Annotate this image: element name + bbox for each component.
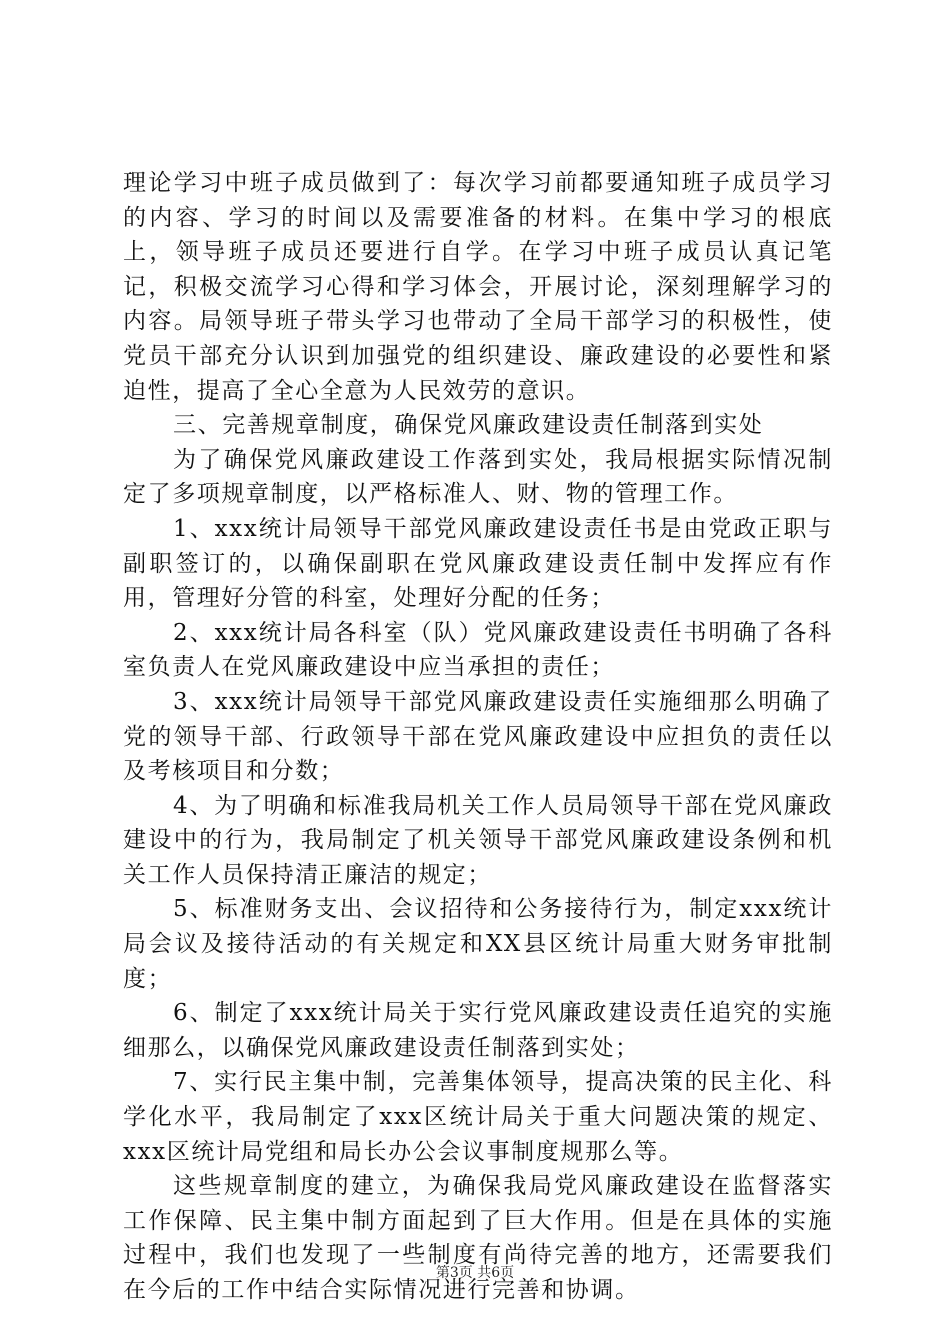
list-item-2: 2、xxx统计局各科室（队）党风廉政建设责任书明确了各科室负责人在党风廉政建设中应当承担的责任； — [123, 619, 833, 681]
list-item-5: 5、标准财务支出、会议招待和公务接待行为，制定xxx统计局会议及接待活动的有关规定和XX县区统计局重大财务审批制度； — [123, 896, 833, 992]
list-item-6: 6、制定了xxx统计局关于实行党风廉政建设责任追究的实施细那么，以确保党风廉政建设责任制落到实处； — [123, 1000, 833, 1061]
list-item-4: 4、为了明确和标准我局机关工作人员局领导干部在党风廉政建设中的行为，我局制定了机关领导干部党风廉政建设条例和机关工作人员保持清正廉洁的规定； — [123, 792, 833, 888]
paragraph-conclusion: 这些规章制度的建立，为确保我局党风廉政建设在监督落实工作保障、民主集中制方面起到了巨大作用。但是在具体的实施过程中，我们也发现了一些制度有尚待完善的地方，还需要我们在今后的工作中结合实际情况进行完善和协调。 — [123, 1173, 833, 1303]
document-body — [123, 166, 833, 1308]
paragraph-continuation: 理论学习中班子成员做到了：每次学习前都要通知班子成员学习的内容、学习的时间以及需要准备的材料。在集中学习的根底上，领导班子成员还要进行自学。在学习中班子成员认真记笔记，积极交流学习心得和学习体会，开展讨论，深刻理解学习的内容。局领导班子带头学习也带动了全局干部学习的积极性，使党员干部充分认识到加强党的组织建设、廉政建设的必要性和紧迫性，提高了全心全意为人民效劳的意识。 — [123, 170, 833, 404]
list-item-3: 3、xxx统计局领导干部党风廉政建设责任实施细那么明确了党的领导干部、行政领导干部在党风廉政建设中应担负的责任以及考核项目和分数； — [123, 688, 833, 785]
paragraph-intro: 为了确保党风廉政建设工作落到实处，我局根据实际情况制定了多项规章制度，以严格标准人、财、物的管理工作。 — [123, 446, 833, 508]
list-item-1: 1、xxx统计局领导干部党风廉政建设责任书是由党政正职与副职签订的，以确保副职在党风廉政建设责任制中发挥应有作用，管理好分管的科室，处理好分配的任务； — [123, 515, 833, 612]
page-number-footer: 第3页 共6页 — [435, 1265, 515, 1281]
list-item-7: 7、实行民主集中制，完善集体领导，提高决策的民主化、科学化水平，我局制定了xxx区统计局关于重大问题决策的规定、xxx区统计局党组和局长办公会议事制度规那么等。 — [123, 1069, 833, 1165]
section-heading: 三、完善规章制度，确保党风廉政建设责任制落到实处 — [173, 412, 764, 439]
